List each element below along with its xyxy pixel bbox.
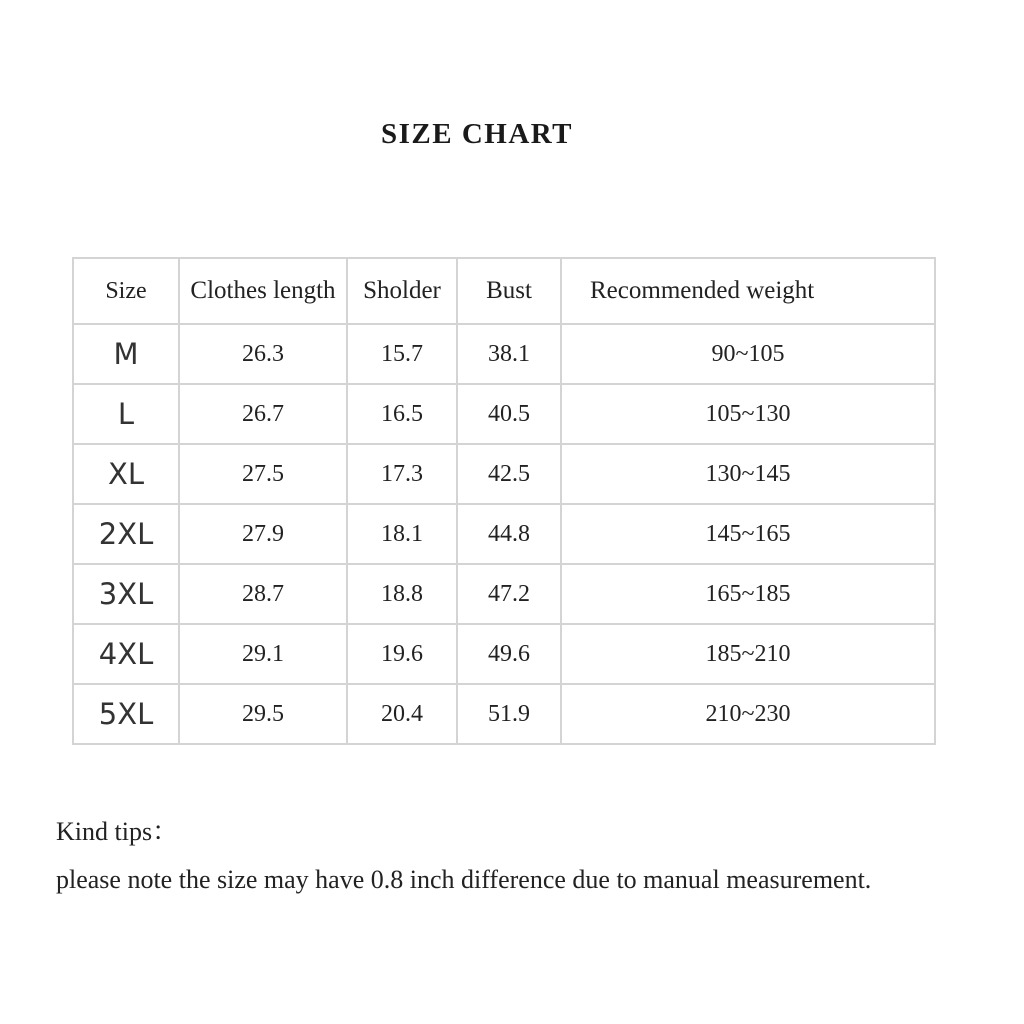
clothes-length-cell: 27.9 xyxy=(179,504,347,564)
tips-text: please note the size may have 0.8 inch difference due to manual measurement. xyxy=(56,865,872,894)
weight-cell: 90~105 xyxy=(561,324,935,384)
header-sholder: Sholder xyxy=(347,258,457,324)
clothes-length-cell: 26.3 xyxy=(179,324,347,384)
table-header-row xyxy=(73,258,935,324)
sholder-cell: 20.4 xyxy=(347,684,457,744)
sholder-cell: 16.5 xyxy=(347,384,457,444)
table-row xyxy=(73,504,935,564)
weight-cell: 105~130 xyxy=(561,384,935,444)
size-cell: M xyxy=(73,324,179,384)
weight-cell: 185~210 xyxy=(561,624,935,684)
tips-heading: Kind tips： xyxy=(56,817,179,846)
weight-cell: 145~165 xyxy=(561,504,935,564)
size-cell: XL xyxy=(73,444,179,504)
header-size: Size xyxy=(73,258,179,324)
weight-cell: 210~230 xyxy=(561,684,935,744)
bust-cell: 44.8 xyxy=(457,504,561,564)
sholder-cell: 15.7 xyxy=(347,324,457,384)
sholder-cell: 18.1 xyxy=(347,504,457,564)
size-cell: 5XL xyxy=(73,684,179,744)
clothes-length-cell: 26.7 xyxy=(179,384,347,444)
header-bust: Bust xyxy=(457,258,561,324)
header-clothes-length: Clothes length xyxy=(179,258,347,324)
clothes-length-cell: 29.5 xyxy=(179,684,347,744)
size-cell: 3XL xyxy=(73,564,179,624)
bust-cell: 42.5 xyxy=(457,444,561,504)
table-row xyxy=(73,684,935,744)
sholder-cell: 18.8 xyxy=(347,564,457,624)
weight-cell: 165~185 xyxy=(561,564,935,624)
bust-cell: 38.1 xyxy=(457,324,561,384)
weight-cell: 130~145 xyxy=(561,444,935,504)
sholder-cell: 19.6 xyxy=(347,624,457,684)
size-cell: L xyxy=(73,384,179,444)
table-row xyxy=(73,384,935,444)
table-row xyxy=(73,564,935,624)
tips-section xyxy=(56,808,871,904)
bust-cell: 49.6 xyxy=(457,624,561,684)
bust-cell: 40.5 xyxy=(457,384,561,444)
table-row xyxy=(73,324,935,384)
bust-cell: 47.2 xyxy=(457,564,561,624)
size-table xyxy=(72,257,936,745)
size-cell: 4XL xyxy=(73,624,179,684)
clothes-length-cell: 28.7 xyxy=(179,564,347,624)
size-cell: 2XL xyxy=(73,504,179,564)
table-row xyxy=(73,444,935,504)
header-recommended-weight: Recommended weight xyxy=(561,258,935,324)
clothes-length-cell: 29.1 xyxy=(179,624,347,684)
clothes-length-cell: 27.5 xyxy=(179,444,347,504)
bust-cell: 51.9 xyxy=(457,684,561,744)
sholder-cell: 17.3 xyxy=(347,444,457,504)
page-title: SIZE CHART xyxy=(380,118,574,150)
table-row xyxy=(73,624,935,684)
